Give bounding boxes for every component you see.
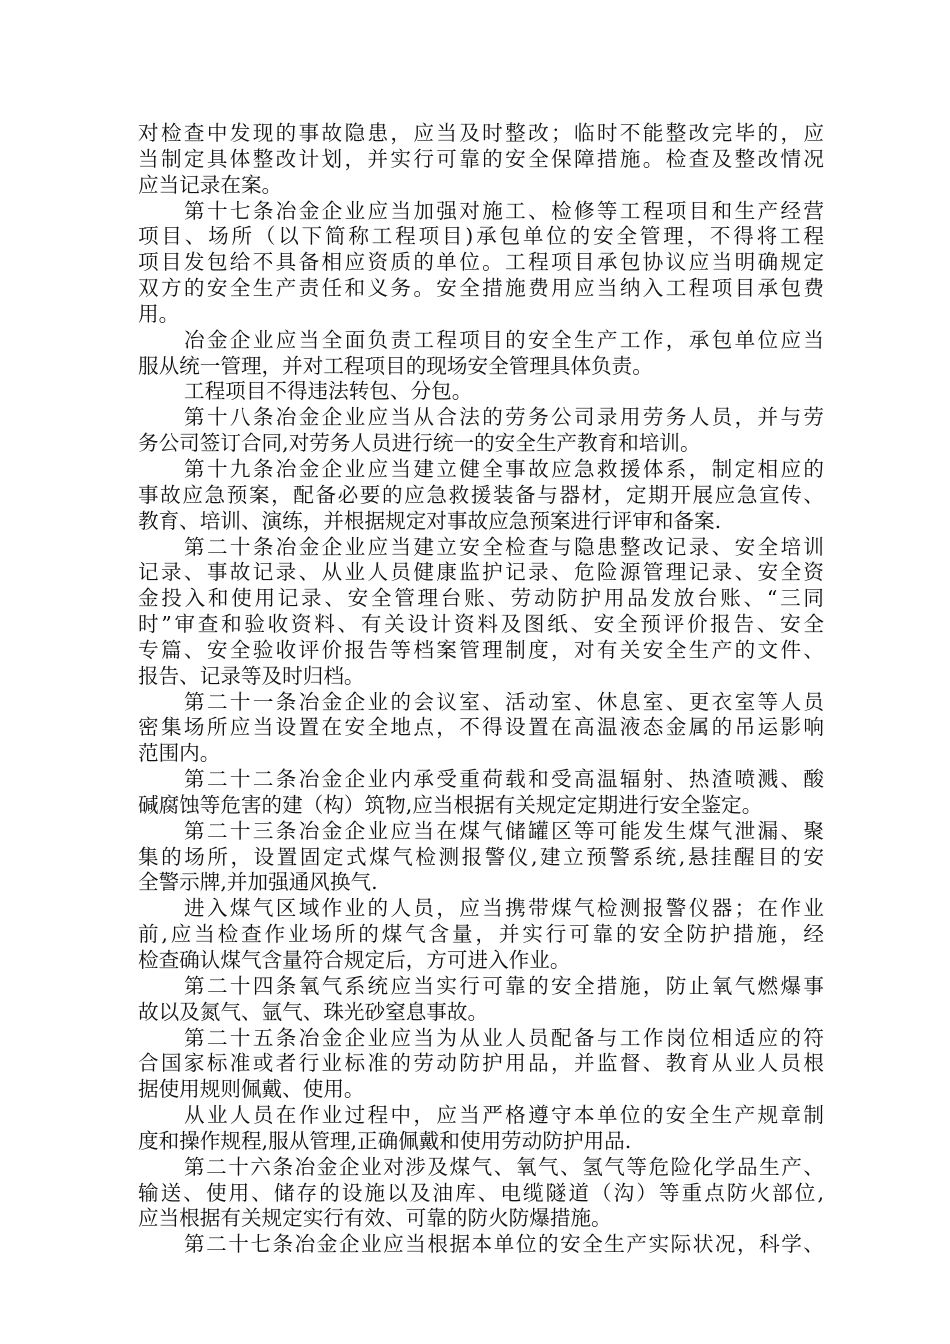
text-line: 进入煤气区域作业的人员，应当携带煤气检测报警仪器；在作业 — [184, 896, 824, 921]
text-line: 时”审查和验收资料、有关设计资料及图纸、安全预评价报告、安全 — [138, 612, 824, 637]
text-line: 从业人员在作业过程中，应当严格遵守本单位的安全生产规章制 — [184, 1103, 824, 1128]
text-line: 集的场所，设置固定式煤气检测报警仪,建立预警系统,悬挂醒目的安 — [138, 844, 824, 869]
text-line: 教育、培训、演练，并根据规定对事故应急预案进行评审和备案. — [138, 508, 722, 533]
text-line: 范围内。 — [138, 741, 221, 766]
text-line: 第十九条冶金企业应当建立健全事故应急救援体系，制定相应的 — [184, 456, 824, 481]
text-line: 第二十四条氧气系统应当实行可靠的安全措施，防止氧气燃爆事 — [184, 973, 824, 998]
text-line: 项目发包给不具备相应资质的单位。工程项目承包协议应当明确规定 — [138, 250, 824, 275]
text-line: 服从统一管理，并对工程项目的现场安全管理具体负责。 — [138, 353, 653, 378]
text-line: 第二十二条冶金企业内承受重荷载和受高温辐射、热渣喷溅、酸 — [184, 767, 824, 792]
text-line: 项目、场所（以下简称工程项目)承包单位的安全管理，不得将工程 — [138, 224, 824, 249]
text-line: 当制定具体整改计划，并实行可靠的安全保障措施。检查及整改情况 — [138, 146, 824, 171]
text-line: 前,应当检查作业场所的煤气含量，并实行可靠的安全防护措施，经 — [138, 922, 824, 947]
text-line: 度和操作规程,服从管理,正确佩戴和使用劳动防护用品. — [138, 1128, 632, 1153]
text-line: 第二十六条冶金企业对涉及煤气、氧气、氢气等危险化学品生产、 — [184, 1154, 824, 1179]
text-line: 第十七条冶金企业应当加强对施工、检修等工程项目和生产经营 — [184, 198, 824, 223]
text-line: 报告、记录等及时归档。 — [138, 663, 365, 688]
text-line: 应当记录在案。 — [138, 172, 283, 197]
text-line: 第二十七条冶金企业应当根据本单位的安全生产实际状况，科学、 — [184, 1232, 824, 1257]
text-line: 记录、事故记录、从业人员健康监护记录、危险源管理记录、安全资 — [138, 560, 824, 585]
text-line: 第二十三条冶金企业应当在煤气储罐区等可能发生煤气泄漏、聚 — [184, 818, 824, 843]
document-page — [138, 121, 824, 1258]
text-line: 专篇、安全验收评价报告等档案管理制度，对有关安全生产的文件、 — [138, 637, 824, 662]
text-line: 第十八条冶金企业应当从合法的劳务公司录用劳务人员，并与劳 — [184, 405, 824, 430]
text-line: 故以及氮气、氩气、珠光砂窒息事故。 — [138, 999, 489, 1024]
text-line: 据使用规则佩戴、使用。 — [138, 1077, 365, 1102]
text-line: 全警示牌,并加强通风换气. — [138, 870, 378, 895]
text-line: 第二十五条冶金企业应当为从业人员配备与工作岗位相适应的符 — [184, 1025, 824, 1050]
text-line: 用。 — [138, 301, 180, 326]
text-line: 第二十条冶金企业应当建立安全检查与隐患整改记录、安全培训 — [184, 534, 824, 559]
text-line: 碱腐蚀等危害的建（构）筑物,应当根据有关规定定期进行安全鉴定。 — [138, 792, 763, 817]
text-line: 金投入和使用记录、安全管理台账、劳动防护用品发放台账、“三同 — [138, 586, 824, 611]
text-line: 输送、使用、储存的设施以及油库、电缆隧道（沟）等重点防火部位, — [138, 1180, 824, 1205]
text-line: 第二十一条冶金企业的会议室、活动室、休息室、更衣室等人员 — [184, 689, 824, 714]
text-line: 对检查中发现的事故隐患，应当及时整改；临时不能整改完毕的，应 — [138, 121, 824, 145]
text-line: 检查确认煤气含量符合规定后，方可进入作业。 — [138, 948, 571, 972]
text-line: 双方的安全生产责任和义务。安全措施费用应当纳入工程项目承包费 — [138, 276, 824, 301]
text-line: 应当根据有关规定实行有效、可靠的防火防爆措施。 — [138, 1206, 612, 1231]
text-line: 合国家标准或者行业标准的劳动防护用品，并监督、教育从业人员根 — [138, 1051, 824, 1076]
text-line: 密集场所应当设置在安全地点，不得设置在高温液态金属的吊运影响 — [138, 715, 824, 740]
text-line: 工程项目不得违法转包、分包。 — [184, 379, 473, 404]
text-line: 事故应急预案，配备必要的应急救援装备与器材，定期开展应急宣传、 — [138, 482, 824, 507]
text-line: 冶金企业应当全面负责工程项目的安全生产工作，承包单位应当 — [184, 327, 824, 352]
text-line: 务公司签订合同,对劳务人员进行统一的安全生产教育和培训。 — [138, 431, 701, 456]
